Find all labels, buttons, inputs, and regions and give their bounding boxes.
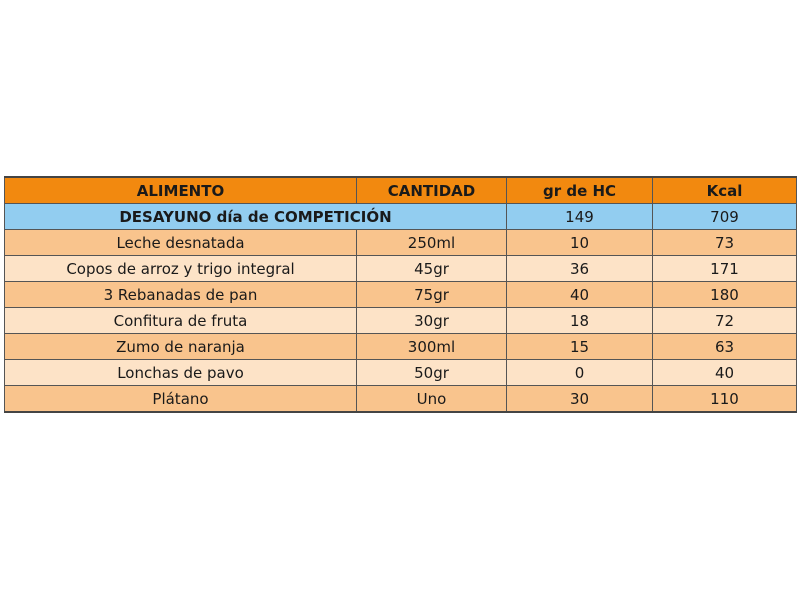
cell-alimento: Lonchas de pavo — [5, 360, 357, 386]
table-row — [5, 360, 797, 386]
summary-label-part2: día de — [216, 207, 269, 226]
cell-cantidad: 50gr — [357, 360, 507, 386]
table-row — [5, 282, 797, 308]
cell-alimento: Leche desnatada — [5, 230, 357, 256]
summary-label-part3: COMPETICIÓN — [274, 207, 392, 226]
summary-label — [5, 204, 507, 230]
cell-hc: 0 — [507, 360, 653, 386]
table-row — [5, 386, 797, 413]
cell-cantidad: Uno — [357, 386, 507, 413]
cell-hc: 18 — [507, 308, 653, 334]
header-row — [5, 177, 797, 204]
cell-hc: 36 — [507, 256, 653, 282]
cell-alimento: Zumo de naranja — [5, 334, 357, 360]
cell-alimento: 3 Rebanadas de pan — [5, 282, 357, 308]
cell-alimento: Copos de arroz y trigo integral — [5, 256, 357, 282]
table-row — [5, 308, 797, 334]
cell-cantidad: 250ml — [357, 230, 507, 256]
nutrition-table-container — [4, 176, 796, 413]
header-cantidad: CANTIDAD — [357, 177, 507, 204]
cell-hc: 40 — [507, 282, 653, 308]
cell-cantidad: 45gr — [357, 256, 507, 282]
summary-hc: 149 — [507, 204, 653, 230]
table-row — [5, 256, 797, 282]
cell-cantidad: 300ml — [357, 334, 507, 360]
cell-hc: 15 — [507, 334, 653, 360]
cell-alimento: Plátano — [5, 386, 357, 413]
header-hc: gr de HC — [507, 177, 653, 204]
cell-cantidad: 30gr — [357, 308, 507, 334]
cell-kcal: 72 — [653, 308, 797, 334]
table-row — [5, 334, 797, 360]
summary-label-part1: DESAYUNO — [119, 207, 212, 226]
cell-kcal: 73 — [653, 230, 797, 256]
cell-hc: 30 — [507, 386, 653, 413]
summary-row — [5, 204, 797, 230]
summary-kcal: 709 — [653, 204, 797, 230]
cell-alimento: Confitura de fruta — [5, 308, 357, 334]
cell-kcal: 110 — [653, 386, 797, 413]
nutrition-table — [4, 176, 797, 413]
cell-kcal: 40 — [653, 360, 797, 386]
cell-cantidad: 75gr — [357, 282, 507, 308]
header-kcal: Kcal — [653, 177, 797, 204]
cell-hc: 10 — [507, 230, 653, 256]
cell-kcal: 180 — [653, 282, 797, 308]
cell-kcal: 171 — [653, 256, 797, 282]
cell-kcal: 63 — [653, 334, 797, 360]
header-alimento: ALIMENTO — [5, 177, 357, 204]
table-row — [5, 230, 797, 256]
